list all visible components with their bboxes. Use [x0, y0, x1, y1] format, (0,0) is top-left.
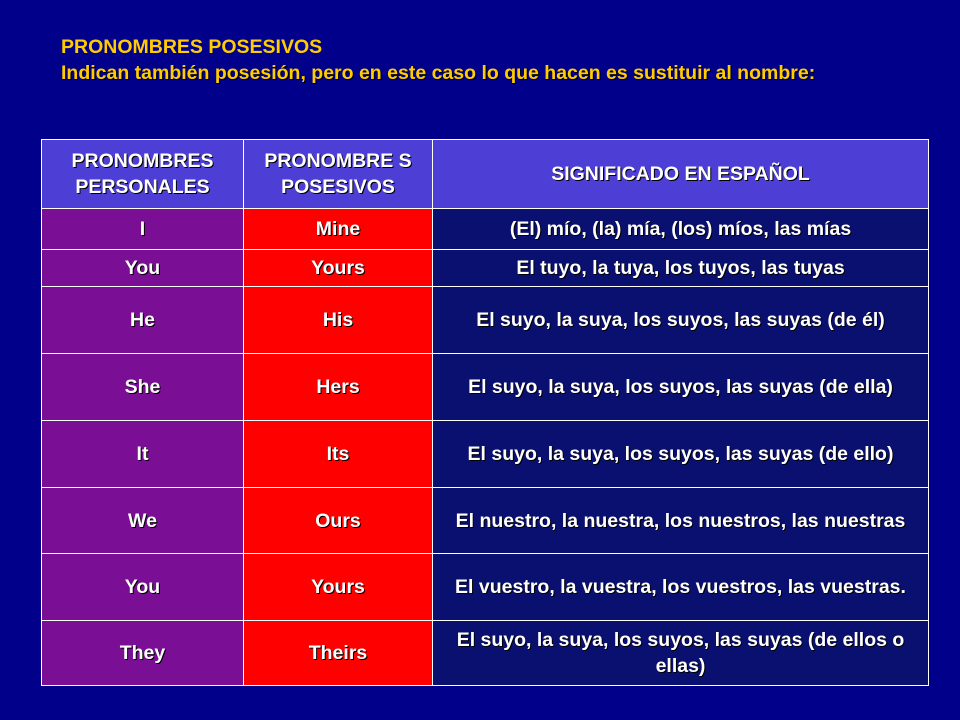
table-row [42, 250, 929, 287]
possessive-pronoun-cell: Theirs [244, 621, 433, 686]
meaning-cell: El suyo, la suya, los suyos, las suyas (de ello) [433, 421, 929, 488]
personal-pronoun-cell: You [42, 250, 244, 287]
personal-pronoun-cell: You [42, 554, 244, 621]
possessive-pronoun-cell: Yours [244, 554, 433, 621]
table-row [42, 354, 929, 421]
table-row [42, 421, 929, 488]
personal-pronoun-cell: He [42, 287, 244, 354]
header-significado: SIGNIFICADO EN ESPAÑOL [433, 140, 929, 209]
possessive-pronoun-cell: Yours [244, 250, 433, 287]
table-row [42, 287, 929, 354]
table-row [42, 488, 929, 554]
table-header-row [42, 140, 929, 209]
table-row [42, 621, 929, 686]
meaning-cell: El suyo, la suya, los suyos, las suyas (de ella) [433, 354, 929, 421]
slide-heading [61, 34, 931, 86]
personal-pronoun-cell: They [42, 621, 244, 686]
personal-pronoun-cell: She [42, 354, 244, 421]
slide-title: PRONOMBRES POSESIVOS [61, 36, 323, 58]
personal-pronoun-cell: I [42, 209, 244, 250]
possessive-pronoun-cell: His [244, 287, 433, 354]
meaning-cell: El vuestro, la vuestra, los vuestros, las vuestras. [433, 554, 929, 621]
header-pronombres-personales: PRONOMBRES PERSONALES [42, 140, 244, 209]
possessive-pronoun-cell: Its [244, 421, 433, 488]
possessive-pronoun-cell: Hers [244, 354, 433, 421]
table-row [42, 209, 929, 250]
meaning-cell: El suyo, la suya, los suyos, las suyas (de ellos o ellas) [433, 621, 929, 686]
personal-pronoun-cell: We [42, 488, 244, 554]
meaning-cell: El nuestro, la nuestra, los nuestros, las nuestras [433, 488, 929, 554]
personal-pronoun-cell: It [42, 421, 244, 488]
possessive-pronoun-cell: Ours [244, 488, 433, 554]
header-pronombres-posesivos: PRONOMBRE S POSESIVOS [244, 140, 433, 209]
possessive-pronouns-table [41, 139, 929, 686]
meaning-cell: (El) mío, (la) mía, (los) míos, las mías [433, 209, 929, 250]
meaning-cell: El tuyo, la tuya, los tuyos, las tuyas [433, 250, 929, 287]
possessive-pronoun-cell: Mine [244, 209, 433, 250]
table-row [42, 554, 929, 621]
slide-subtitle: Indican también posesión, pero en este caso lo que hacen es sustituir al nombre: [61, 62, 816, 84]
meaning-cell: El suyo, la suya, los suyos, las suyas (de él) [433, 287, 929, 354]
